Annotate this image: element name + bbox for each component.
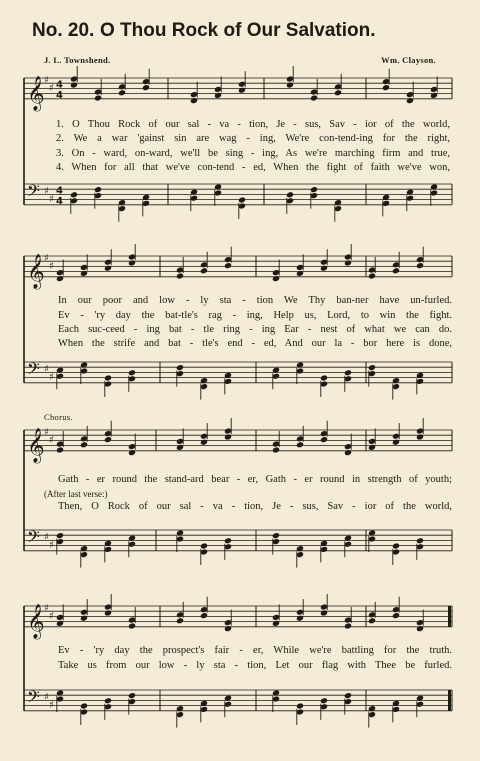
- note-head: [104, 436, 112, 443]
- sharp-icon: ♯: [49, 260, 54, 272]
- note-head: [190, 97, 198, 104]
- time-signature: 4: [56, 89, 63, 101]
- lyric-line: Then, O Rock of our sal - va - tion, Je - sus, Sav - ior of the world,: [58, 501, 452, 512]
- note-head: [104, 609, 112, 616]
- note-head: [416, 433, 424, 440]
- sharp-icon: ♯: [44, 692, 49, 704]
- sharp-icon: ♯: [44, 75, 49, 86]
- note-head: [286, 191, 294, 198]
- note-head: [128, 692, 136, 699]
- note-head: [344, 449, 352, 456]
- sharp-icon: ♯: [49, 82, 54, 94]
- treble-clef-icon: 𝄞: [27, 75, 45, 111]
- author-credit: J. L. Townshend.: [44, 55, 111, 65]
- note-head: [104, 265, 112, 272]
- sharp-icon: ♯: [44, 427, 49, 438]
- note-head: [320, 374, 328, 381]
- note-head: [272, 620, 280, 627]
- after-last-verse-note: (After last verse:): [44, 489, 108, 499]
- note-head: [416, 537, 424, 544]
- lyric-line: 4. When for all that we've con-tend - ed, When the fight of faith we've won,: [56, 162, 450, 173]
- note-head: [238, 87, 246, 94]
- note-head: [176, 617, 184, 624]
- time-signature: 4: [56, 185, 63, 197]
- sharp-icon: ♯: [49, 540, 54, 551]
- note-head: [128, 449, 136, 456]
- composer-credit: Wm. Clayson.: [381, 55, 436, 65]
- treble-clef-icon: 𝄞: [27, 427, 45, 463]
- note-head: [272, 532, 280, 539]
- sharp-icon: ♯: [44, 253, 49, 264]
- lyric-line: In our poor and low - ly sta - tion We Thy ban-ner have un-furled.: [58, 295, 452, 306]
- bass-clef-icon: 𝄢: [27, 358, 40, 383]
- note-head: [56, 446, 64, 453]
- hymn-title: O Thou Rock of Our Salvation.: [100, 20, 376, 41]
- note-head: [392, 439, 400, 446]
- sharp-icon: ♯: [49, 700, 54, 711]
- note-head: [176, 364, 184, 371]
- treble-clef-icon: 𝄞: [27, 603, 45, 639]
- note-head: [224, 262, 232, 269]
- note-head: [368, 444, 376, 451]
- lyric-line: Take us from our low - ly sta - tion, Let our flag with Thee be furled.: [58, 660, 452, 671]
- treble-clef-icon: 𝄞: [27, 253, 45, 289]
- note-head: [272, 275, 280, 282]
- note-head: [382, 84, 390, 91]
- final-bar-line: [448, 690, 451, 711]
- note-head: [200, 542, 208, 549]
- note-head: [80, 702, 88, 709]
- note-head: [94, 186, 102, 193]
- note-head: [296, 702, 304, 709]
- note-head: [214, 92, 222, 99]
- bass-clef-icon: 𝄢: [27, 526, 40, 551]
- note-head: [56, 532, 64, 539]
- note-head: [224, 433, 232, 440]
- note-head: [200, 439, 208, 446]
- lyric-line: 3. On - ward, on-ward, we'll be sing - ing, As we're marching firm and true,: [56, 148, 450, 159]
- note-head: [334, 89, 342, 96]
- sharp-icon: ♯: [49, 434, 54, 446]
- lyric-line: Each suc-ceed - ing bat - tle ring - ing Ear - nest of what we can do.: [58, 324, 452, 335]
- note-head: [80, 270, 88, 277]
- note-head: [368, 364, 376, 371]
- note-head: [142, 84, 150, 91]
- lyric-line: When the strife and bat - tle's end - ed, And our la - bor here is done,: [58, 338, 452, 349]
- sharp-icon: ♯: [49, 194, 54, 205]
- sharp-icon: ♯: [44, 603, 49, 614]
- note-head: [344, 369, 352, 376]
- note-head: [80, 615, 88, 622]
- note-head: [104, 697, 112, 704]
- note-head: [128, 622, 136, 629]
- note-head: [320, 697, 328, 704]
- note-head: [392, 267, 400, 274]
- note-head: [176, 272, 184, 279]
- note-head: [272, 446, 280, 453]
- note-head: [286, 81, 294, 88]
- sharp-icon: ♯: [44, 532, 49, 544]
- note-head: [320, 265, 328, 272]
- lyric-line: Gath - er round the stand-ard bear - er, Gath - er round in strength of youth;: [58, 474, 452, 485]
- note-head: [176, 444, 184, 451]
- note-head: [118, 89, 126, 96]
- note-head: [344, 692, 352, 699]
- time-signature: 4: [56, 195, 63, 207]
- note-head: [56, 275, 64, 282]
- note-head: [368, 272, 376, 279]
- sharp-icon: ♯: [49, 372, 54, 383]
- note-head: [406, 97, 414, 104]
- note-head: [392, 612, 400, 619]
- lyric-line: Ev - 'ry day the bat-tle's rag - ing, Help us, Lord, to win the fight.: [58, 310, 452, 321]
- note-head: [430, 92, 438, 99]
- note-head: [368, 617, 376, 624]
- note-head: [416, 262, 424, 269]
- sharp-icon: ♯: [49, 610, 54, 622]
- note-head: [128, 369, 136, 376]
- note-head: [224, 537, 232, 544]
- note-head: [344, 622, 352, 629]
- lyric-line: 2. We a war 'gainst sin are wag - ing, We're con-tend-ing for the right,: [56, 133, 450, 144]
- note-head: [224, 625, 232, 632]
- note-head: [80, 441, 88, 448]
- note-head: [310, 186, 318, 193]
- lyric-line: Ev - 'ry day the prospect's fair - er, While we're battling for the truth.: [58, 645, 452, 656]
- note-head: [104, 374, 112, 381]
- final-bar-line: [448, 606, 451, 627]
- time-signature: 4: [56, 79, 63, 91]
- note-head: [310, 94, 318, 101]
- note-head: [94, 94, 102, 101]
- note-head: [296, 270, 304, 277]
- sharp-icon: ♯: [44, 364, 49, 376]
- note-head: [70, 191, 78, 198]
- chorus-label: Chorus.: [44, 412, 73, 422]
- note-head: [344, 259, 352, 266]
- note-head: [416, 625, 424, 632]
- bass-clef-icon: 𝄢: [27, 686, 40, 711]
- bass-clef-icon: 𝄢: [27, 180, 40, 205]
- note-head: [200, 267, 208, 274]
- note-head: [296, 441, 304, 448]
- note-head: [320, 609, 328, 616]
- note-head: [200, 612, 208, 619]
- note-head: [320, 436, 328, 443]
- note-head: [56, 620, 64, 627]
- note-head: [392, 542, 400, 549]
- note-head: [70, 81, 78, 88]
- sharp-icon: ♯: [44, 186, 49, 198]
- note-head: [128, 259, 136, 266]
- lyric-line: 1. O Thou Rock of our sal - va - tion, Je - sus, Sav - ior of the world,: [56, 119, 450, 130]
- note-head: [238, 196, 246, 203]
- note-head: [296, 615, 304, 622]
- hymn-number: No. 20.: [32, 20, 95, 41]
